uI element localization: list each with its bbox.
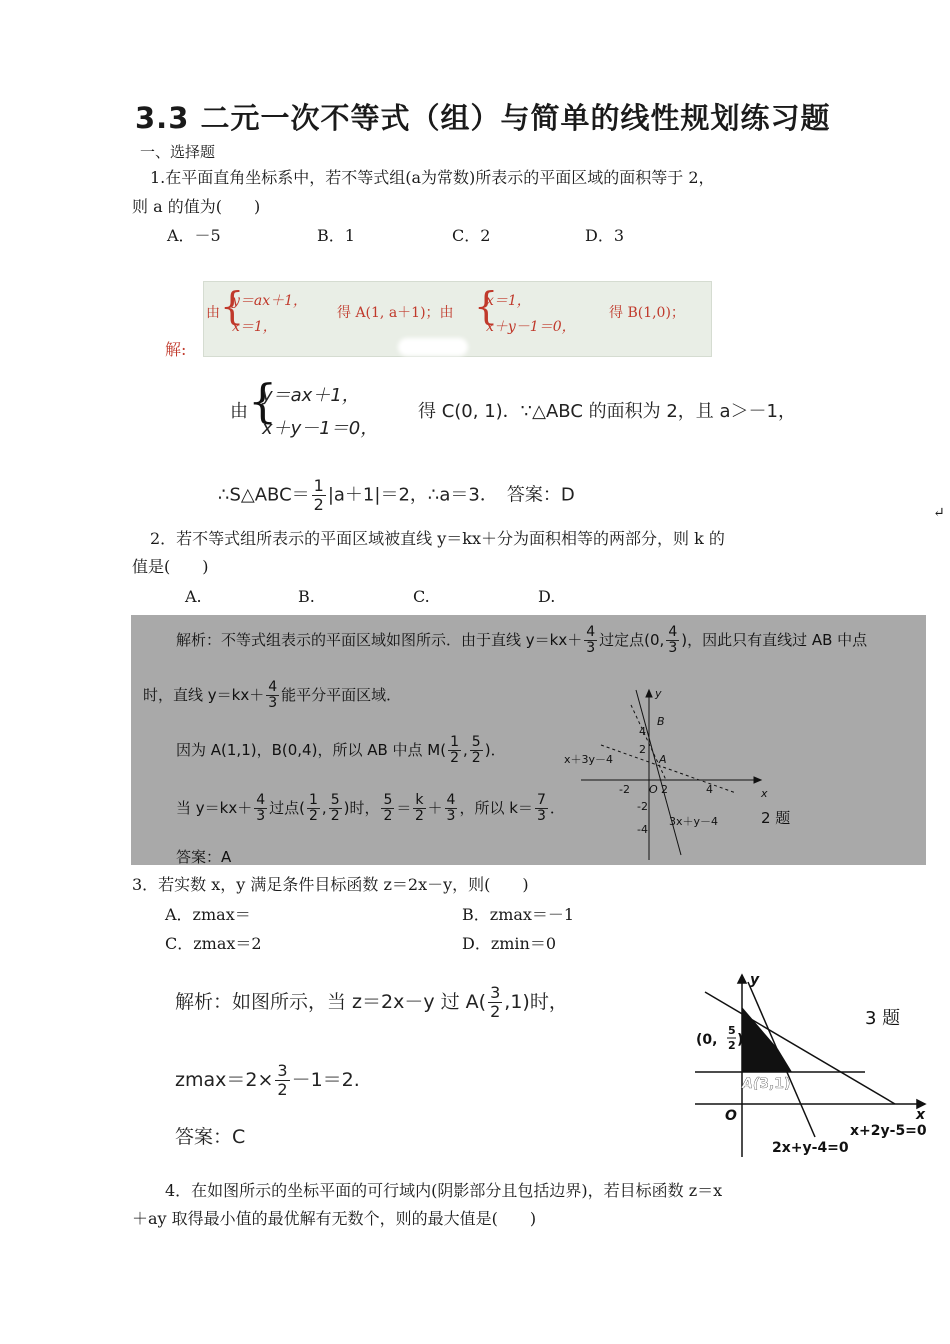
q1-option-a: A．－5	[167, 226, 221, 245]
q2-sol-line4: 当 y＝kx＋ $\frac{4}{3}$ 过点( $\frac{1}{2}$ , $\frac{5}{2}$ )时， $\frac{5}{2}$ ＝ $\frac{k}{2}$ ＋ $\frac{4}{3}$ ，所以 k＝ $\frac{7}{3}$ ．	[176, 792, 565, 824]
graph-label-a: A	[659, 753, 667, 766]
q3-graph	[690, 972, 940, 1162]
frac-den: 2	[330, 808, 340, 824]
graph-label-b: B	[657, 715, 665, 728]
q1-box-eq3: x＝1，	[486, 293, 531, 309]
q2-option-d: D.	[538, 587, 556, 606]
q1-box-eq1: y＝ax＋1，	[232, 293, 308, 309]
frac-num: k	[415, 792, 424, 808]
graph-tick: 4	[706, 783, 713, 796]
q4-line1: 4．在如图所示的坐标平面的可行域内(阴影部分且包括边界)，若目标函数 z＝x	[165, 1181, 723, 1200]
q2-option-b: B.	[298, 587, 315, 606]
q2-s4: 当 y＝kx＋	[176, 799, 253, 817]
q3-figure-label: 3 题	[865, 1008, 901, 1029]
q2-s4c: )时，	[343, 799, 380, 817]
q1-box-result2: 得 B(1,0)；	[609, 305, 685, 321]
q2-s2b: 能平分平面区域．	[281, 686, 402, 704]
graph-label-x: x	[916, 1107, 926, 1123]
q1-line2: 则 a 的值为( )	[132, 197, 261, 216]
q2-option-c: C.	[413, 587, 430, 606]
frac-num: 7	[536, 792, 546, 808]
q2-s4d: ＝	[396, 799, 412, 817]
graph-line-label: 2x+y-4=0	[772, 1140, 849, 1156]
q2-solution-image	[131, 615, 926, 865]
frac-den: 2	[383, 808, 393, 824]
frac-num: 3	[490, 983, 501, 1002]
frac-den: 2	[450, 750, 460, 766]
brace: {	[474, 284, 499, 328]
q2-sol-line2	[143, 680, 401, 711]
frac-num: 4	[586, 624, 596, 640]
graph-tick: -2	[637, 800, 648, 813]
x-axis-arrow	[754, 777, 761, 783]
frac-num: 5	[330, 792, 340, 808]
q3-sol-line2	[175, 1062, 360, 1099]
q1-box-eq2: x＝1，	[232, 319, 277, 335]
q2-s4e: ＋	[427, 799, 443, 817]
q3-s2b: －1＝2.	[291, 1069, 360, 1091]
q2-s4g: ．	[549, 799, 565, 817]
frac-num: 3	[277, 1061, 288, 1080]
label-a: A(	[742, 1076, 760, 1092]
frac-den: 2	[277, 1080, 288, 1099]
label-a-tail: ,1)	[768, 1076, 791, 1092]
q4-line2: ＋ay 取得最小值的最优解有无数个，则的最大值是( )	[132, 1209, 537, 1228]
q1-option-c: C．2	[452, 226, 491, 245]
q3-s1b: ,1)时，	[504, 991, 568, 1013]
frac-num: 4	[668, 624, 678, 640]
frac-num: 1	[309, 792, 318, 808]
graph-tick: 2	[639, 743, 646, 756]
q2-s1c: )，因此只有直线过 AB 中点	[681, 631, 868, 649]
frac-num: 4	[256, 792, 266, 808]
q2-figure-label: 2 题	[761, 809, 791, 827]
graph-label-a	[741, 1076, 790, 1092]
page-title: 3.3 二元一次不等式（组）与简单的线性规划练习题	[135, 101, 831, 135]
graph-point-label: (0,	[696, 1032, 718, 1048]
q1-box-eq4: x＋y－1＝0，	[486, 319, 576, 335]
frac-den: 3	[256, 808, 266, 824]
frac-num: 1	[313, 476, 324, 495]
q3-sol-line1	[175, 984, 568, 1021]
graph-label-y: y	[750, 972, 760, 988]
frac-den: 3	[668, 640, 678, 656]
graph-point-label: )	[737, 1032, 744, 1048]
q2-s4f: ，所以 k＝	[459, 799, 533, 817]
frac-den: 3	[268, 695, 278, 711]
q2-line1: 2．若不等式组所表示的平面区域被直线 y＝kx＋分为面积相等的两部分，则 k 的	[150, 529, 725, 548]
graph-line-label: 3x＋y－4	[669, 815, 719, 828]
frac-den: 3	[586, 640, 596, 656]
q2-graph	[561, 685, 771, 865]
q1-sol-area	[218, 477, 575, 514]
q1-option-b: B．1	[317, 226, 355, 245]
q2-option-a: A.	[185, 587, 202, 606]
graph-label-o: O	[725, 1108, 737, 1124]
graph-label-x: x	[761, 787, 768, 800]
label-a-num: 3	[759, 1076, 769, 1092]
q1-sol-area-pre: ∴S△ABC＝	[218, 484, 310, 506]
y-axis-arrow	[738, 975, 746, 983]
graph-tick: -4	[637, 823, 648, 836]
graph-line-label: x+2y-5=0	[850, 1123, 927, 1139]
q1-line1: 1.在平面直角坐标系中，若不等式组(a为常数)所表示的平面区域的面积等于 2，	[150, 168, 715, 187]
frac-num: 5	[383, 792, 393, 808]
smudge	[398, 338, 468, 356]
graph-tick: -2	[619, 783, 630, 796]
frac-den: 2	[728, 1039, 736, 1052]
q3-option-b: B．zmax＝－1	[462, 905, 575, 924]
q2-answer: 答案：A	[176, 848, 232, 866]
y-axis-arrow	[646, 690, 652, 697]
q1-solution-label: 解:	[165, 340, 187, 359]
q2-s1b: 过定点(0,	[599, 631, 665, 649]
q3-answer: 答案：C	[175, 1126, 246, 1148]
frac-den: 2	[415, 808, 424, 824]
frac-num: 1	[450, 734, 460, 750]
brace: {	[248, 374, 278, 428]
frac-den: 3	[446, 808, 456, 824]
section-heading: 一、选择题	[140, 143, 216, 161]
q3-option-a: A．zmax＝	[165, 905, 251, 924]
frac-num: 5	[728, 1024, 736, 1037]
frac-num: 5	[471, 734, 481, 750]
graph-tick: 4	[639, 725, 646, 738]
graph-label-y: y	[655, 687, 662, 700]
q3-line1: 3．若实数 x，y 满足条件目标函数 z＝2x－y，则( )	[132, 875, 529, 894]
brace: {	[220, 284, 245, 328]
q1-sol-eq1: y＝ax＋1，	[262, 385, 360, 406]
q1-sol-you: 由	[230, 401, 248, 422]
frac-den: 2	[309, 808, 318, 824]
q1-sol-area-post: |a＋1|＝2，∴a＝3． 答案：D	[327, 484, 575, 506]
graph-label-o: O	[649, 783, 658, 796]
graph-line-label: x＋3y－4	[564, 753, 614, 766]
frac-den: 2	[313, 495, 324, 514]
q2-sol-line1	[176, 625, 867, 656]
q1-sol-result: 得 C(0, 1)．∵△ABC 的面积为 2，且 a＞－1，	[418, 401, 796, 422]
graph-tick: 2	[661, 783, 668, 796]
frac-num: 4	[268, 679, 278, 695]
frac-den: 2	[471, 750, 481, 766]
q3-option-d: D．zmin＝0	[462, 934, 557, 953]
q2-s4b: 过点(	[269, 799, 305, 817]
q1-box-result1: 得 A(1, a＋1)；由	[337, 305, 454, 321]
q3-option-c: C．zmax＝2	[165, 934, 262, 953]
frac-den: 2	[490, 1002, 501, 1021]
q3-s2: zmax＝2×	[175, 1069, 274, 1091]
q2-sol-line3: 因为 A(1,1)，B(0,4)，所以 AB 中点 M( $\frac{1}{2}$ , $\frac{5}{2}$ )．	[176, 734, 506, 766]
q1-option-d: D．3	[585, 226, 625, 245]
q2-s3b: )．	[484, 741, 506, 759]
stray-mark: ↵	[933, 505, 945, 521]
q2-s3: 因为 A(1,1)，B(0,4)，所以 AB 中点 M(	[176, 741, 447, 759]
q2-line2: 值是( )	[132, 557, 209, 576]
q1-solution-image: 由 { y＝ax＋1， x＝1， 得 A(1, a＋1)；由 { x＝1， x＋y－1＝0， 得 B(1,0)；	[203, 281, 712, 357]
frac-den: 3	[536, 808, 546, 824]
frac-num: 4	[446, 792, 456, 808]
q3-s1: 解析：如图所示，当 z＝2x－y 过 A(	[175, 991, 487, 1013]
q1-sol-eq2: x＋y－1＝0，	[262, 418, 379, 439]
q2-s1: 解析：不等式组表示的平面区域如图所示．由于直线 y＝kx＋	[176, 631, 583, 649]
q2-s2: 时，直线 y＝kx＋	[143, 686, 265, 704]
